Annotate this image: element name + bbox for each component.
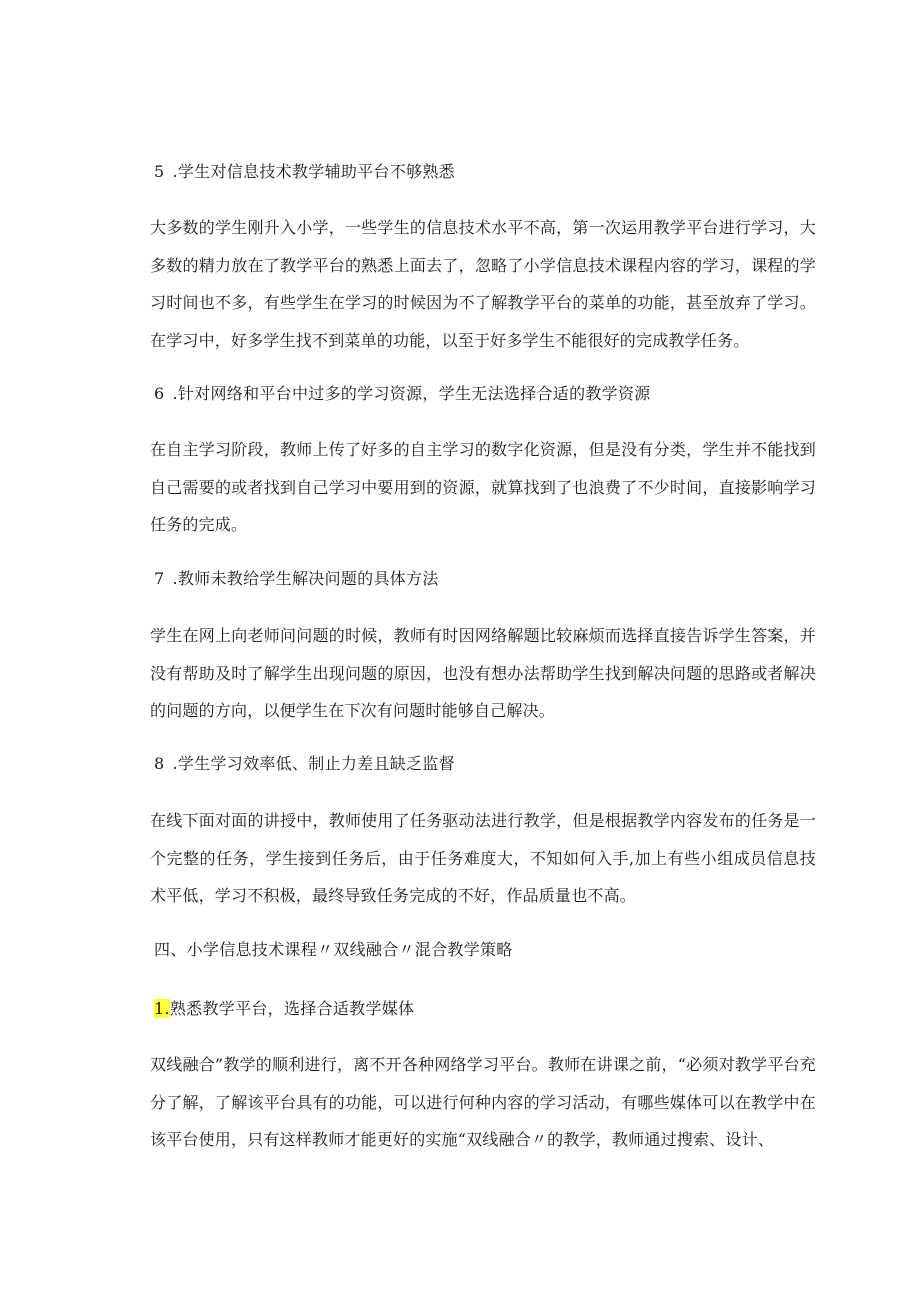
section-8-body: 在线下面对面的讲授中，教师使用了任务驱动法进行教学，但是根据教学内容发布的任务是一个完整的任务，学生接到任务后，由于任务难度大，不知如何入手,加上有些小组成员信息技术平低，学习不积极，最终导致任务完成的不好，作品质量也不高。 (150, 811, 816, 905)
section-8-number: 8 (154, 754, 165, 773)
section-7-title: .教师未教给学生解决问题的具体方法 (172, 569, 439, 588)
section-8-heading (154, 752, 455, 776)
section-6-number: 6 (154, 384, 165, 403)
section-6-heading (154, 382, 651, 406)
strategy-1-body: 双线融合”教学的顺利进行，离不开各种网络学习平台。教师在讲课之前，“必须对教学平台充分了解，了解该平台具有的功能，可以进行何种内容的学习活动，有哪些媒体可以在教学中在该平台使用，只有这样教师才能更好的实施“双线融合〃的教学，教师通过搜索、设计、 (150, 1055, 816, 1149)
strategy-1-number: 1. (154, 999, 170, 1018)
strategy-1-title: 熟悉教学平台，选择合适教学媒体 (169, 999, 415, 1018)
section-5-number: 5 (154, 162, 165, 181)
section-7-body: 学生在网上向老师问问题的时候，教师有时因网络解题比较麻烦而选择直接告诉学生答案，并没有帮助及时了解学生出现问题的原因，也没有想办法帮助学生找到解决问题的思路或者解决的问题的方向，以便学生在下次有问题时能够自己解决。 (150, 626, 816, 720)
section-6-title: .针对网络和平台中过多的学习资源，学生无法选择合适的教学资源 (172, 384, 651, 403)
section-7-heading (154, 567, 439, 591)
section-5-title: .学生对信息技术教学辅助平台不够熟悉 (172, 162, 455, 181)
strategy-1-heading (154, 997, 414, 1021)
section-6-body: 在自主学习阶段，教师上传了好多的自主学习的数字化资源，但是没有分类，学生并不能找到自己需要的或者找到自己学习中要用到的资源，就算找到了也浪费了不少时间，直接影响学习任务的完成。 (150, 440, 816, 534)
section-8-title: .学生学习效率低、制止力差且缺乏监督 (172, 754, 455, 773)
section-5-body: 大多数的学生刚升入小学，一些学生的信息技术水平不高，第一次运用教学平台进行学习，大多数的精力放在了教学平台的熟悉上面去了，忽略了小学信息技术课程内容的学习，课程的学习时间也不多，有些学生在学习的时候因为不了解教学平台的菜单的功能，甚至放弃了学习。在学习中，好多学生找不到菜单的功能，以至于好多学生不能很好的完成教学任务。 (150, 218, 816, 350)
section-5-heading (154, 160, 455, 184)
section-7-number: 7 (154, 569, 165, 588)
chapter-heading: 四、小学信息技术课程〃双线融合〃混合教学策略 (154, 940, 513, 959)
